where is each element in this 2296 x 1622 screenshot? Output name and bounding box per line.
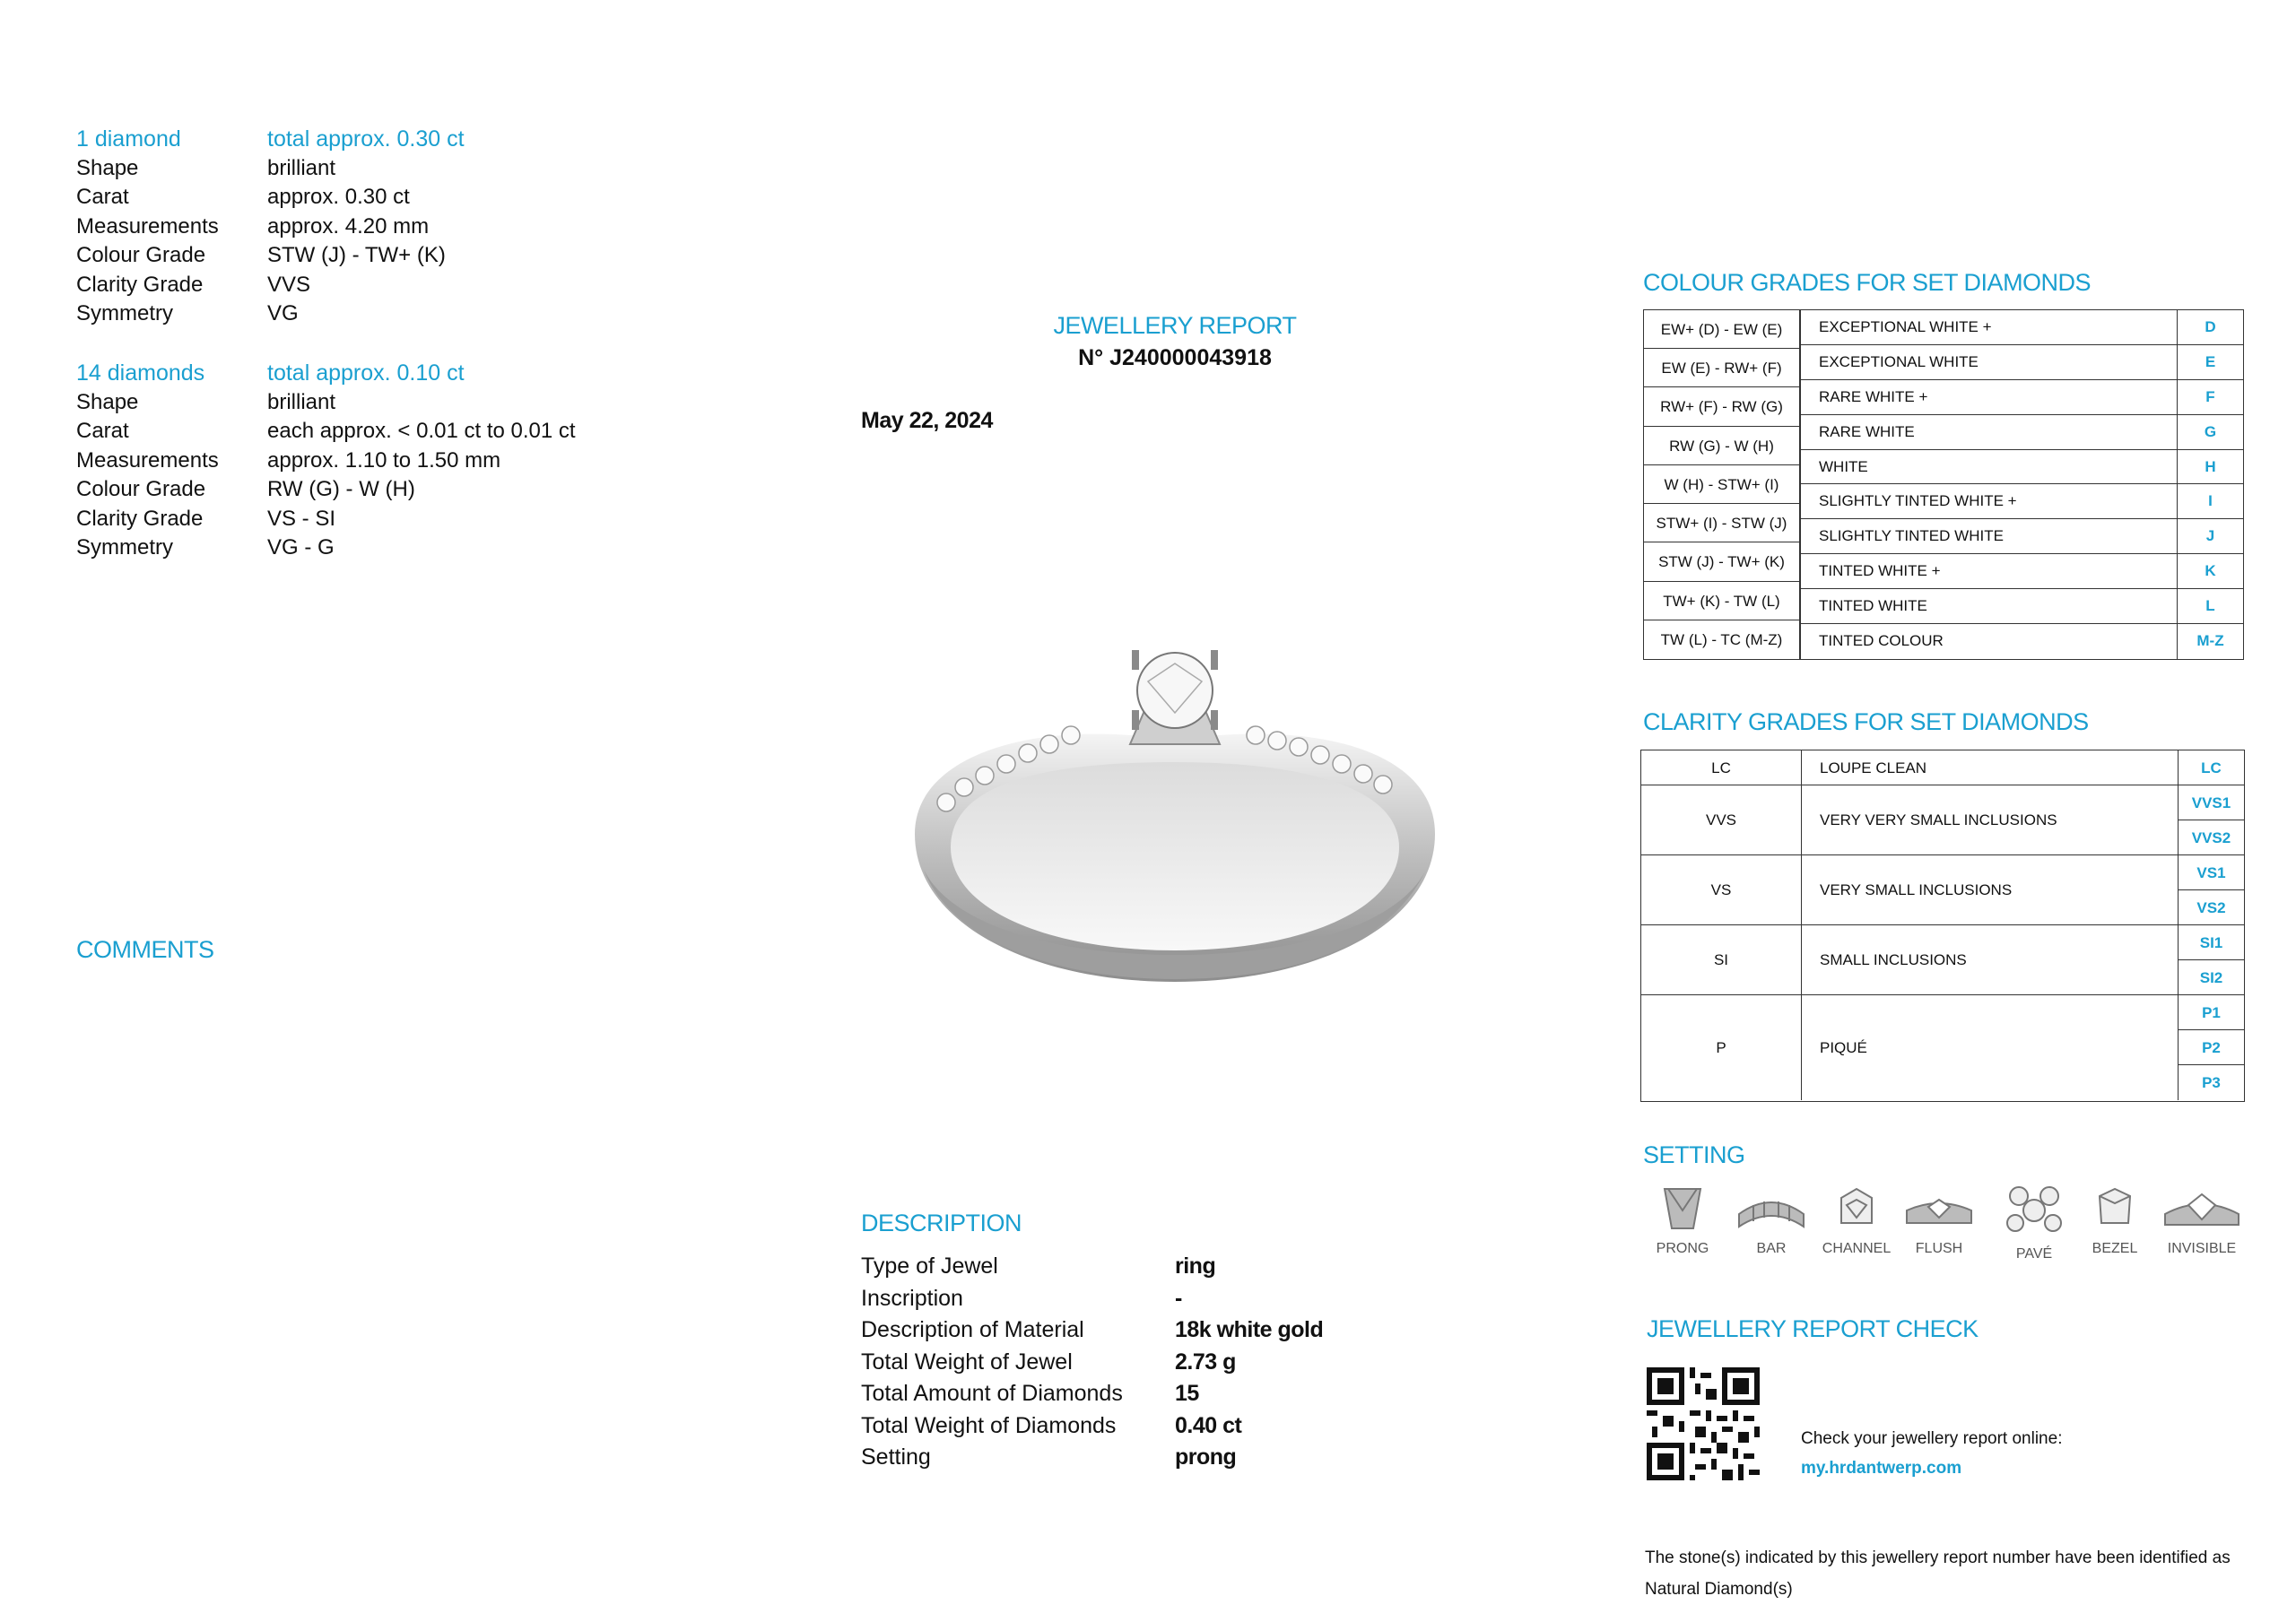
- colour-range-cell: EW+ (D) - EW (E): [1644, 310, 1799, 349]
- clarity-grade-code: SI1: [2179, 925, 2244, 960]
- clarity-grade-code: VVS2: [2191, 829, 2231, 846]
- colour-grade-code: F: [2177, 380, 2243, 414]
- description-row: [861, 1347, 1489, 1379]
- side-diamond-specs: [76, 359, 704, 563]
- colour-grade-name: EXCEPTIONAL WHITE: [1819, 352, 1979, 370]
- clarity-grade-codes: [2178, 785, 2244, 854]
- setting-prong: [1647, 1184, 1718, 1257]
- colour-grades-names: [1800, 309, 2244, 660]
- clarity-grade-codes: [2178, 750, 2244, 785]
- main-diamond-total: total approx. 0.30 ct: [267, 126, 465, 152]
- report-check-text: Check your jewellery report online:: [1801, 1429, 2063, 1448]
- description-value: 15: [1175, 1381, 1199, 1406]
- colour-grades-ranges: [1643, 309, 1800, 660]
- setting-label: CHANNEL: [1822, 1241, 1892, 1256]
- pave-setting-icon: [2003, 1184, 2066, 1239]
- invisible-setting-icon: [2161, 1184, 2242, 1234]
- spec-row: [76, 533, 704, 563]
- description-list: [861, 1251, 1489, 1474]
- colour-grade-row: [1801, 624, 2243, 659]
- description-key: Setting: [861, 1444, 931, 1470]
- report-date: May 22, 2024: [861, 408, 993, 433]
- spec-row: [76, 241, 704, 271]
- description-row: [861, 1378, 1489, 1410]
- colour-range-cell: STW (J) - TW+ (K): [1644, 542, 1799, 581]
- report-check-link[interactable]: my.hrdantwerp.com: [1801, 1459, 1962, 1478]
- colour-grade-name: SLIGHTLY TINTED WHITE: [1819, 527, 2004, 545]
- setting-pave: [1998, 1184, 2070, 1262]
- spec-value: VVS: [267, 272, 311, 297]
- clarity-grade-row: [1641, 995, 2244, 1100]
- colour-grade-code: L: [2177, 589, 2243, 623]
- spec-row: [76, 299, 704, 329]
- colour-grade-row: [1801, 380, 2243, 415]
- colour-grade-name: TINTED COLOUR: [1819, 632, 1944, 650]
- spec-value: VG - G: [267, 535, 335, 559]
- spec-value: STW (J) - TW+ (K): [267, 243, 446, 267]
- description-key: Type of Jewel: [861, 1253, 998, 1279]
- colour-grade-row: [1801, 415, 2243, 450]
- description-value: -: [1175, 1285, 1182, 1311]
- clarity-grade-row: [1641, 925, 2244, 995]
- spec-value: approx. 0.30 ct: [267, 185, 410, 209]
- description-value: 2.73 g: [1175, 1349, 1236, 1375]
- colour-grades-title: COLOUR GRADES FOR SET DIAMONDS: [1643, 269, 2092, 296]
- colour-grade-name: EXCEPTIONAL WHITE +: [1819, 318, 1992, 335]
- qr-code-icon[interactable]: [1647, 1367, 1760, 1480]
- spec-key: Clarity Grade: [76, 506, 204, 531]
- colour-range-cell: W (H) - STW+ (I): [1644, 465, 1799, 504]
- spec-key: Shape: [76, 155, 139, 180]
- report-check-title: JEWELLERY REPORT CHECK: [1647, 1315, 1979, 1342]
- main-diamond-count: 1 diamond: [76, 126, 181, 152]
- spec-key: Symmetry: [76, 301, 173, 325]
- report-header: [897, 309, 1453, 374]
- clarity-grade-code: VS1: [2179, 855, 2244, 890]
- colour-range-cell: RW+ (F) - RW (G): [1644, 387, 1799, 426]
- colour-grade-code: J: [2177, 519, 2243, 553]
- spec-value: approx. 4.20 mm: [267, 213, 430, 239]
- spec-row: [76, 505, 704, 534]
- spec-row: [76, 417, 704, 447]
- colour-grade-name: SLIGHTLY TINTED WHITE +: [1819, 492, 2017, 510]
- clarity-grade-code: LC: [2201, 759, 2222, 776]
- spec-key: Shape: [76, 389, 139, 414]
- setting-label: BEZEL: [2092, 1241, 2138, 1256]
- clarity-grade-row: [1641, 855, 2244, 925]
- setting-label: PAVÉ: [2015, 1246, 2053, 1262]
- description-key: Total Weight of Diamonds: [861, 1412, 1117, 1438]
- colour-grade-name: RARE WHITE +: [1819, 387, 1928, 405]
- description-row: [861, 1251, 1489, 1283]
- colour-grade-name: RARE WHITE: [1819, 422, 1915, 440]
- colour-grade-row: [1801, 450, 2243, 485]
- spec-key: Carat: [76, 419, 129, 443]
- colour-range-cell: EW (E) - RW+ (F): [1644, 349, 1799, 387]
- clarity-grade-name: SMALL INCLUSIONS: [1820, 951, 1967, 968]
- flush-setting-icon: [1903, 1184, 1975, 1234]
- description-value: ring: [1175, 1253, 1216, 1279]
- description-row: [861, 1314, 1489, 1347]
- clarity-grade-name: LOUPE CLEAN: [1820, 759, 1927, 776]
- setting-invisible: [2157, 1184, 2247, 1257]
- setting-bar: [1735, 1184, 1807, 1257]
- clarity-grade-abbr: VVS: [1641, 785, 1802, 854]
- clarity-grade-name: VERY SMALL INCLUSIONS: [1820, 881, 2013, 898]
- description-key: Total Weight of Jewel: [861, 1349, 1073, 1375]
- side-diamond-heading: [76, 359, 704, 388]
- description-key: Inscription: [861, 1285, 963, 1311]
- spec-key: Symmetry: [76, 535, 173, 559]
- spec-key: Clarity Grade: [76, 272, 204, 297]
- description-title: DESCRIPTION: [861, 1210, 1022, 1236]
- main-diamond-heading: [76, 125, 704, 154]
- clarity-grade-name: VERY VERY SMALL INCLUSIONS: [1820, 811, 2057, 828]
- spec-row: [76, 213, 704, 242]
- clarity-grade-row: [1641, 785, 2244, 855]
- clarity-grade-abbr: SI: [1641, 925, 1802, 994]
- clarity-grade-codes: [2178, 995, 2244, 1100]
- spec-key: Colour Grade: [76, 477, 206, 501]
- description-value: prong: [1175, 1444, 1237, 1470]
- description-key: Description of Material: [861, 1317, 1084, 1342]
- clarity-grade-codes: [2178, 855, 2244, 924]
- setting-title: SETTING: [1643, 1141, 1745, 1168]
- clarity-grades-title: CLARITY GRADES FOR SET DIAMONDS: [1643, 708, 2089, 735]
- clarity-grade-code: SI2: [2199, 969, 2223, 986]
- colour-range-cell: STW+ (I) - STW (J): [1644, 504, 1799, 542]
- spec-value: RW (G) - W (H): [267, 477, 415, 501]
- setting-bezel: [2079, 1184, 2151, 1257]
- description-row: [861, 1283, 1489, 1315]
- setting-flush: [1903, 1184, 1975, 1257]
- clarity-grades-table: [1640, 750, 2245, 1102]
- spec-value: VG: [267, 301, 299, 325]
- natural-diamond-statement: The stone(s) indicated by this jewellery report number have been identified as Natural Diamond(s): [1645, 1548, 2231, 1599]
- colour-grade-row: [1801, 589, 2243, 624]
- colour-grade-row: [1801, 310, 2243, 345]
- colour-grade-code: H: [2177, 450, 2243, 484]
- channel-setting-icon: [1834, 1184, 1879, 1234]
- report-number: N° J240000043918: [1078, 345, 1272, 370]
- side-diamond-count: 14 diamonds: [76, 360, 205, 386]
- colour-grade-code: M-Z: [2177, 624, 2243, 659]
- side-diamond-total: total approx. 0.10 ct: [267, 360, 465, 386]
- spec-row: [76, 447, 704, 476]
- clarity-grade-name: PIQUÉ: [1820, 1039, 1867, 1056]
- description-key: Total Amount of Diamonds: [861, 1381, 1123, 1406]
- spec-value: brilliant: [267, 155, 336, 180]
- spec-row: [76, 183, 704, 213]
- spec-key: Measurements: [76, 213, 219, 239]
- clarity-grade-code: P1: [2179, 995, 2244, 1030]
- colour-range-cell: TW (L) - TC (M-Z): [1660, 630, 1783, 648]
- colour-grade-code: I: [2177, 484, 2243, 518]
- clarity-grade-abbr: VS: [1641, 855, 1802, 924]
- colour-grade-code: K: [2177, 554, 2243, 588]
- setting-channel: [1821, 1184, 1892, 1257]
- setting-label: INVISIBLE: [2167, 1241, 2237, 1256]
- description-row: [861, 1410, 1489, 1443]
- setting-label: PRONG: [1656, 1241, 1709, 1256]
- colour-grade-row: [1801, 484, 2243, 519]
- description-value: 0.40 ct: [1175, 1412, 1242, 1438]
- prong-setting-icon: [1656, 1184, 1709, 1234]
- comments-title: COMMENTS: [76, 936, 214, 963]
- ring-photo: [888, 628, 1462, 1004]
- clarity-grade-code: VVS1: [2179, 785, 2244, 820]
- report-title: JEWELLERY REPORT: [1053, 312, 1297, 339]
- clarity-grade-row: [1641, 750, 2244, 785]
- setting-label: BAR: [1756, 1241, 1787, 1256]
- ring-inner: [951, 762, 1399, 950]
- bar-setting-icon: [1735, 1184, 1807, 1234]
- main-diamond-specs: [76, 125, 704, 329]
- spec-row: [76, 154, 704, 184]
- setting-label: FLUSH: [1915, 1241, 1963, 1256]
- clarity-grade-abbr: P: [1641, 995, 1802, 1100]
- clarity-grade-abbr: LC: [1641, 750, 1802, 785]
- spec-row: [76, 475, 704, 505]
- colour-grade-name: TINTED WHITE +: [1819, 562, 1941, 580]
- clarity-grade-code: P3: [2202, 1074, 2221, 1091]
- clarity-grade-codes: [2178, 925, 2244, 994]
- spec-value: approx. 1.10 to 1.50 mm: [267, 447, 501, 473]
- description-value: 18k white gold: [1175, 1317, 1324, 1342]
- colour-grade-code: G: [2177, 415, 2243, 449]
- spec-key: Carat: [76, 185, 129, 209]
- spec-row: [76, 271, 704, 300]
- bezel-setting-icon: [2092, 1184, 2137, 1234]
- colour-grade-code: D: [2177, 310, 2243, 344]
- clarity-grade-code: VS2: [2196, 899, 2226, 916]
- spec-key: Measurements: [76, 447, 219, 473]
- spec-value: VS - SI: [267, 506, 336, 531]
- spec-row: [76, 388, 704, 418]
- description-row: [861, 1442, 1489, 1474]
- colour-grades-table: [1643, 309, 2244, 660]
- clarity-grade-code: P2: [2179, 1030, 2244, 1065]
- colour-range-cell: TW+ (K) - TW (L): [1644, 582, 1799, 620]
- colour-grade-name: WHITE: [1819, 457, 1868, 475]
- colour-grade-code: E: [2177, 345, 2243, 379]
- colour-grade-row: [1801, 554, 2243, 589]
- colour-range-cell: RW (G) - W (H): [1644, 427, 1799, 465]
- spec-value: brilliant: [267, 389, 336, 414]
- colour-grade-row: [1801, 345, 2243, 380]
- colour-grade-row: [1801, 519, 2243, 554]
- colour-grade-name: TINTED WHITE: [1819, 597, 1927, 615]
- spec-key: Colour Grade: [76, 243, 206, 267]
- spec-value: each approx. < 0.01 ct to 0.01 ct: [267, 419, 576, 443]
